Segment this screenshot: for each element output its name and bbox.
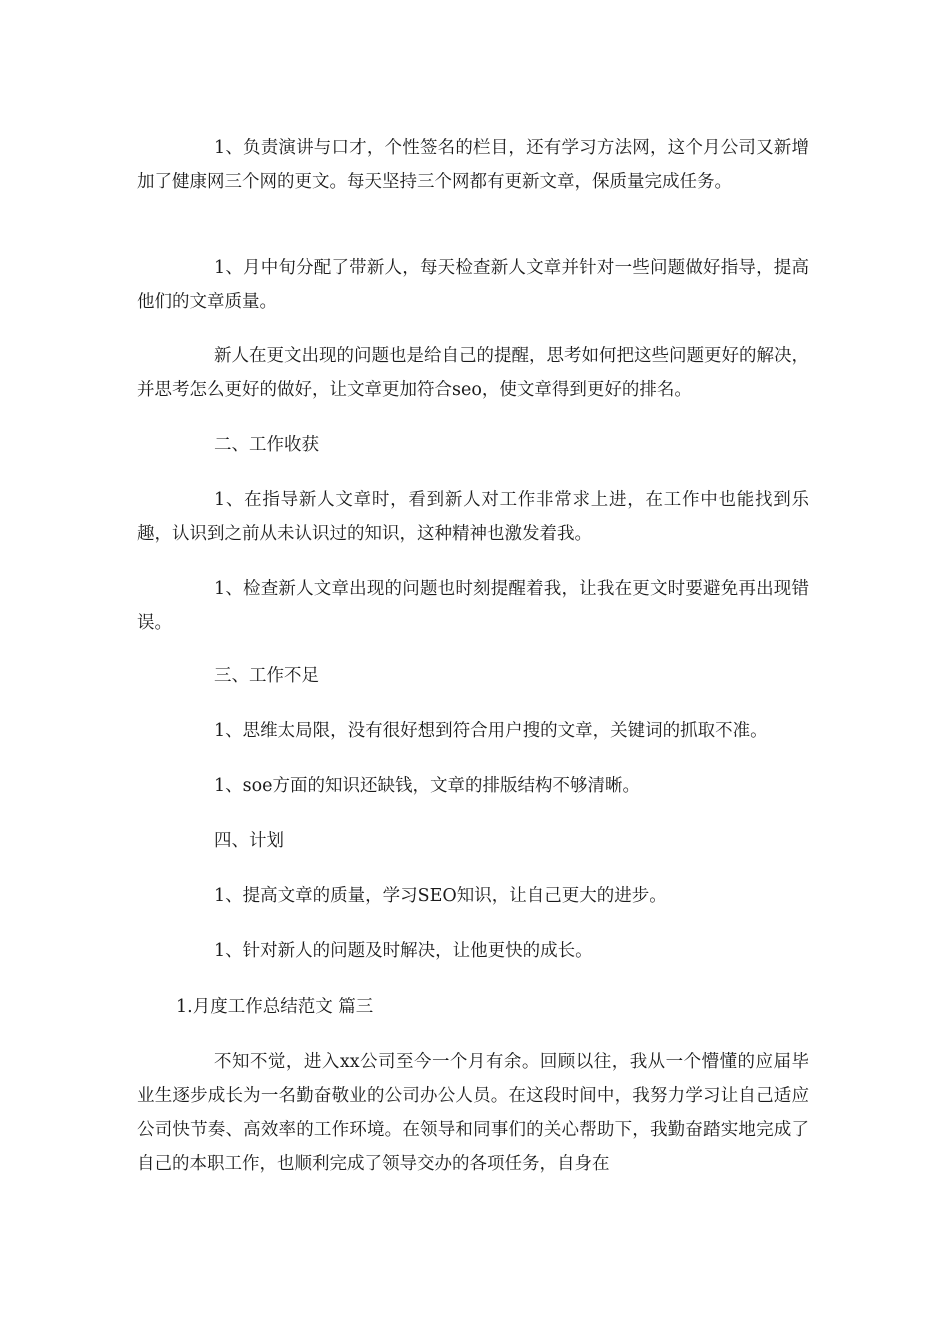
paragraph-mentoring: 1、月中旬分配了带新人，每天检查新人文章并针对一些问题做好指导，提高他们的文章质量。 [137,258,809,312]
paragraph-plan-1: 1、提高文章的质量，学习SEO知识，让自己更大的进步。 [214,886,667,906]
paragraph-web-responsibilities: 1、负责演讲与口才，个性签名的栏目，还有学习方法网，这个月公司又新增加了健康网三个网的更文。每天坚持三个网都有更新文章，保质量完成任务。 [137,138,809,192]
section-heading-gains: 二、工作收获 [214,435,319,455]
paragraph-shortcomings-1: 1、思维太局限，没有很好想到符合用户搜的文章，关键词的抓取不准。 [214,721,768,741]
paragraph-plan-2: 1、针对新人的问题及时解决，让他更快的成长。 [214,941,593,961]
paragraph-gains-2: 1、检查新人文章出现的问题也时刻提醒着我，让我在更文时要避免再出现错误。 [137,579,809,633]
paragraph-shortcomings-2: 1、soe方面的知识还缺钱，文章的排版结构不够清晰。 [214,776,641,796]
article-subtitle: 1.月度工作总结范文 篇三 [176,997,374,1017]
paragraph-reflection: 新人在更文出现的问题也是给自己的提醒，思考如何把这些问题更好的解决，并思考怎么更好的做好，让文章更加符合seo，使文章得到更好的排名。 [137,346,809,400]
section-heading-shortcomings: 三、工作不足 [214,666,319,686]
section-heading-plan: 四、计划 [214,831,284,851]
paragraph-intro-part3: 不知不觉，进入xx公司至今一个月有余。回顾以往，我从一个懵懂的应届毕业生逐步成长为一名勤奋敬业的公司办公人员。在这段时间中，我努力学习让自己适应公司快节奏、高效率的工作环境。在领导和同事们的关心帮助下，我勤奋踏实地完成了自己的本职工作，也顺利完成了领导交办的各项任务，自身在 [137,1052,809,1174]
paragraph-gains-1: 1、在指导新人文章时，看到新人对工作非常求上进，在工作中也能找到乐趣，认识到之前从未认识过的知识，这种精神也激发着我。 [137,490,809,544]
